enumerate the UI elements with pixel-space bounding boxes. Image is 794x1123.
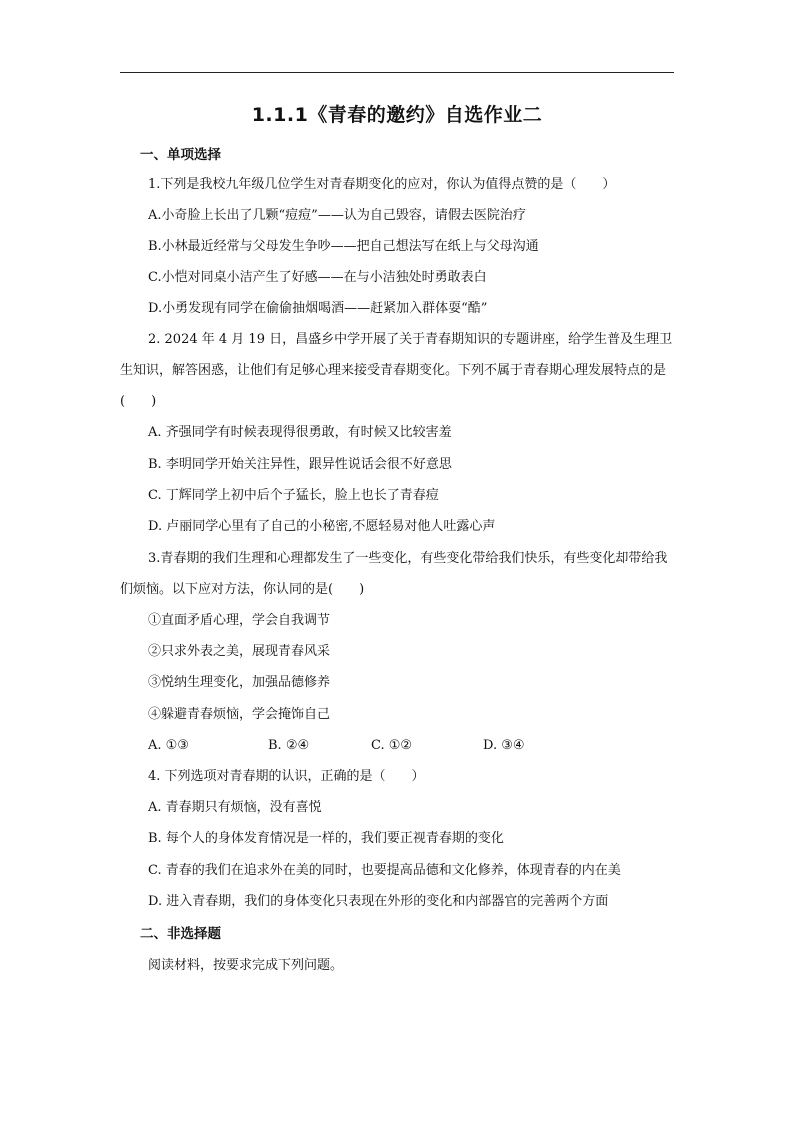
question-2-stem: 2. 2024 年 4 月 19 日，昌盛乡中学开展了关于青春期知识的专题讲座，给学生普及生理卫生知识，解答困惑，让他们有足够心理来接受青春期变化。下列不属于青春期心理发展特点的是( ) <box>120 332 673 409</box>
section-2-intro: 阅读材料，按要求完成下列问题。 <box>148 958 344 973</box>
question-2-option-d: D. 卢丽同学心里有了自己的小秘密,不愿轻易对他人吐露心声 <box>148 519 496 534</box>
question-4-option-d: D. 进入青春期，我们的身体变化只表现在外形的变化和内部器官的完善两个方面 <box>148 894 609 909</box>
question-3-item-4: ④躲避青春烦恼，学会掩饰自己 <box>148 707 331 722</box>
section-heading-single-choice: 一、单项选择 <box>140 147 221 163</box>
question-2-option-c: C. 丁辉同学上初中后个子猛长，脸上也长了青春痘 <box>148 488 439 503</box>
question-3-option-b: B. ②④ <box>268 738 310 753</box>
question-1-option-b: B.小林最近经常与父母发生争吵——把自己想法写在纸上与父母沟通 <box>148 239 539 254</box>
document-title: 1.1.1《青春的邀约》自选作业二 <box>251 104 543 126</box>
question-4-stem: 4. 下列选项对青春期的认识，正确的是（ ） <box>148 769 425 784</box>
question-2-option-a: A. 齐强同学有时候表现得很勇敢，有时候又比较害羞 <box>148 425 452 440</box>
question-3-options <box>148 737 525 755</box>
question-4-option-c: C. 青春的我们在追求外在美的同时，也要提高品德和文化修养，体现青春的内在美 <box>148 863 621 878</box>
question-1-option-d: D.小勇发现有同学在偷偷抽烟喝酒——赶紧加入群体耍“酷” <box>148 301 488 316</box>
question-1-stem: 1.下列是我校九年级几位学生对青春期变化的应对，你认为值得点赞的是（ ） <box>148 177 616 192</box>
question-3-option-c: C. ①② <box>371 738 413 753</box>
section-heading-non-choice: 二、非选择题 <box>140 926 221 942</box>
question-4-option-a: A. 青春期只有烦恼，没有喜悦 <box>148 800 322 815</box>
question-3-stem: 3.青春期的我们生理和心理都发生了一些变化，有些变化带给我们快乐，有些变化却带给我们烦恼。以下应对方法，你认同的是( ) <box>120 551 668 597</box>
question-3-option-d: D. ③④ <box>483 738 525 753</box>
question-3-item-2: ②只求外表之美，展现青春风采 <box>148 644 331 659</box>
question-3-item-3: ③悦纳生理变化，加强品德修养 <box>148 675 331 690</box>
question-4-option-b: B. 每个人的身体发育情况是一样的，我们要正视青春期的变化 <box>148 831 504 846</box>
header-rule <box>120 72 674 73</box>
question-3-option-a: A. ①③ <box>148 738 189 753</box>
question-1-option-a: A.小奇脸上长出了几颗“痘痘”——认为自己毁容，请假去医院治疗 <box>148 208 526 223</box>
question-3-item-1: ①直面矛盾心理，学会自我调节 <box>148 613 331 628</box>
question-1-option-c: C.小恺对同桌小洁产生了好感——在与小洁独处时勇敢表白 <box>148 270 487 285</box>
question-2-option-b: B. 李明同学开始关注异性，跟异性说话会很不好意思 <box>148 457 452 472</box>
